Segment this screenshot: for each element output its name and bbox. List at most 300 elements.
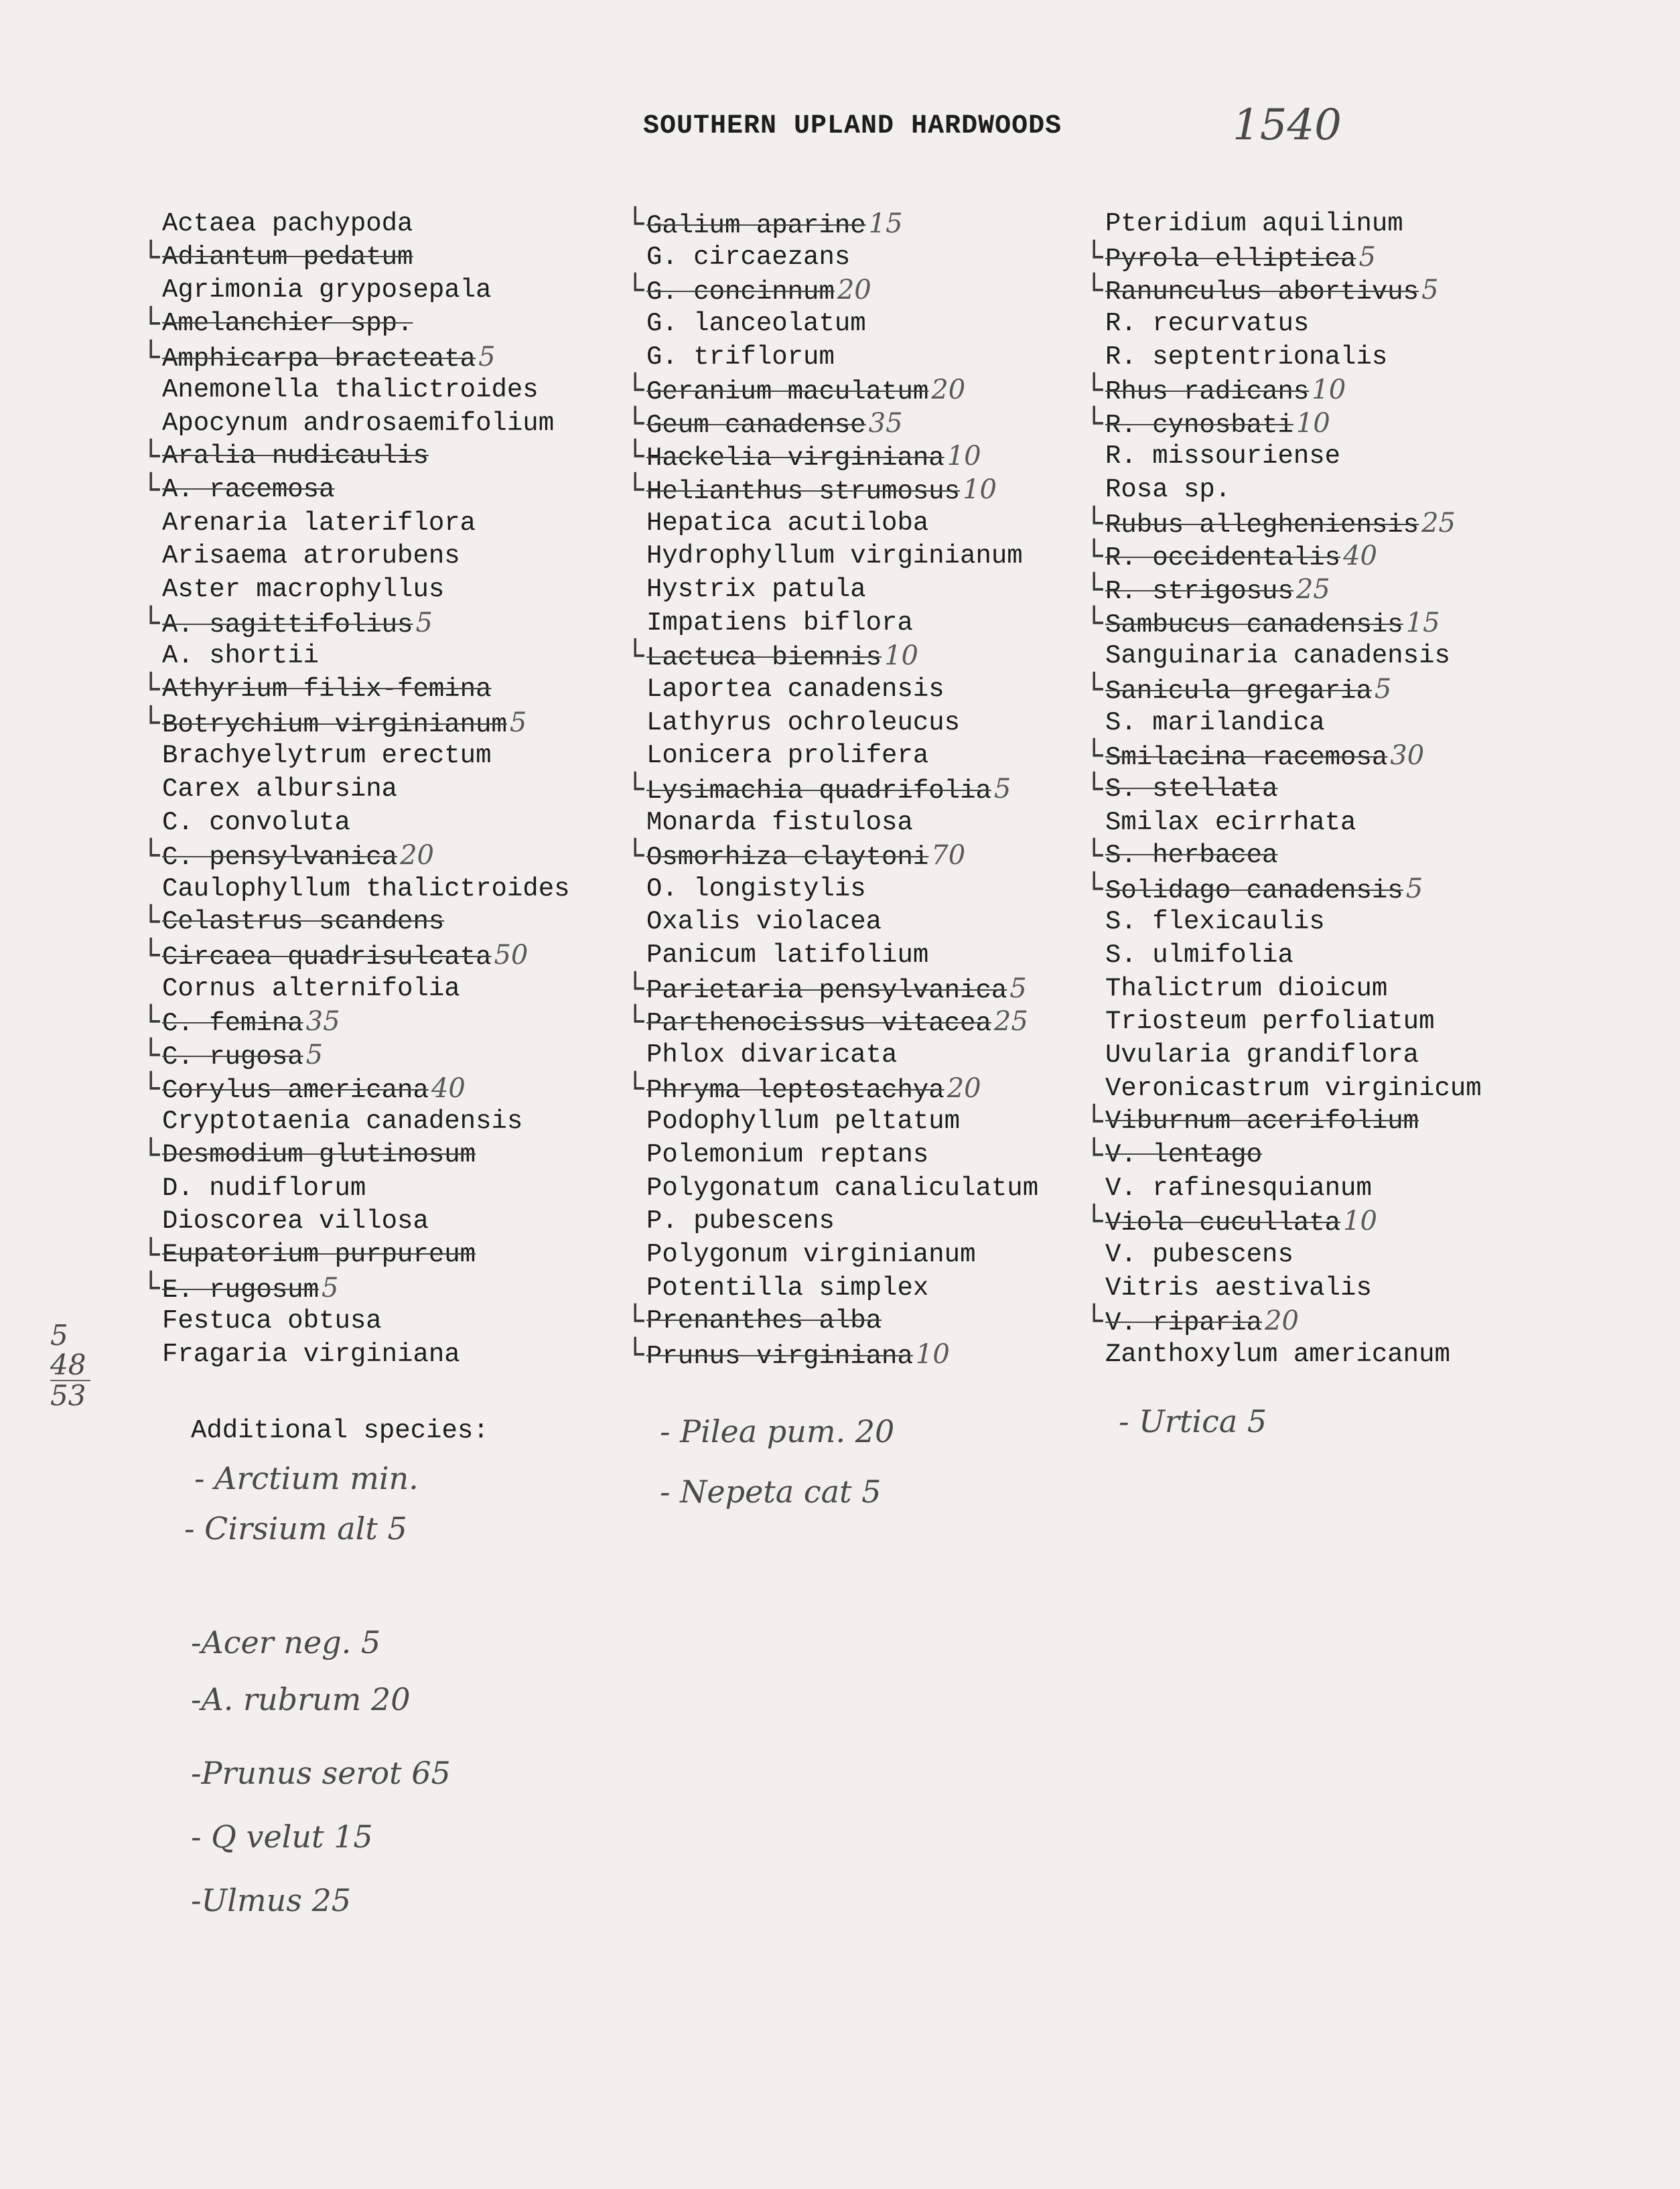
species-name: Caulophyllum thalictroides bbox=[162, 873, 570, 904]
species-name: P. pubescens bbox=[646, 1206, 835, 1237]
handwritten-cover-value: 5 bbox=[1374, 673, 1392, 705]
species-row bbox=[1105, 440, 1482, 474]
check-mark-icon: └ bbox=[1085, 1137, 1103, 1172]
species-name: Brachyelytrum erectum bbox=[162, 741, 492, 771]
check-mark-icon: └ bbox=[626, 406, 644, 441]
handwritten-species: -Acer neg. 5 bbox=[191, 1624, 381, 1661]
handwritten-species: - Pilea pum. 20 bbox=[660, 1413, 895, 1450]
species-row bbox=[1105, 1005, 1482, 1039]
species-row bbox=[1085, 1304, 1482, 1339]
species-row bbox=[1105, 1338, 1482, 1372]
species-row bbox=[1085, 1204, 1482, 1239]
handwritten-species: - Urtica 5 bbox=[1119, 1403, 1267, 1439]
handwritten-cover-value: 5 bbox=[1405, 873, 1423, 904]
species-row bbox=[646, 873, 1038, 906]
species-row bbox=[142, 1071, 570, 1106]
species-name: Pteridium aquilinum bbox=[1105, 209, 1403, 238]
check-mark-icon: └ bbox=[1085, 373, 1103, 408]
check-mark-icon: └ bbox=[1085, 1204, 1103, 1239]
species-name: S. flexicaulis bbox=[1105, 907, 1325, 937]
species-name: V. pubescens bbox=[1105, 1239, 1293, 1269]
species-row bbox=[626, 839, 1038, 873]
handwritten-species: - Arctium min. bbox=[194, 1460, 419, 1496]
species-name: S. ulmifolia bbox=[1105, 940, 1293, 971]
species-name: R. missouriense bbox=[1105, 441, 1341, 472]
check-mark-icon: └ bbox=[1085, 739, 1103, 774]
check-mark-icon: └ bbox=[626, 273, 644, 308]
species-row bbox=[626, 1005, 1038, 1040]
species-row bbox=[1105, 1072, 1482, 1106]
check-mark-icon: └ bbox=[142, 340, 160, 374]
handwritten-cover-value: 70 bbox=[931, 840, 966, 871]
species-row bbox=[646, 341, 1038, 374]
species-name: Rhus radicans bbox=[1105, 377, 1310, 407]
species-row bbox=[162, 640, 570, 673]
species-name: S. marilandica bbox=[1105, 707, 1325, 737]
species-name: Eupatorium purpureum bbox=[162, 1239, 476, 1269]
species-row bbox=[1105, 208, 1482, 241]
check-mark-icon: └ bbox=[142, 1237, 160, 1272]
check-mark-icon: └ bbox=[1085, 1105, 1103, 1139]
species-name: R. cynosbati bbox=[1105, 410, 1293, 440]
species-name: Carex albursina bbox=[162, 774, 398, 804]
handwritten-cover-value: 5 bbox=[1421, 275, 1439, 306]
check-mark-icon: └ bbox=[142, 439, 160, 474]
check-mark-icon: └ bbox=[142, 672, 160, 707]
handwritten-cover-value: 20 bbox=[931, 374, 966, 406]
check-mark-icon: └ bbox=[626, 639, 644, 674]
species-name: Dioscorea villosa bbox=[162, 1206, 429, 1237]
species-row bbox=[1085, 373, 1482, 408]
species-name: A. sagittifolius bbox=[162, 610, 413, 640]
species-row bbox=[626, 373, 1038, 408]
handwritten-cover-value: 5 bbox=[478, 341, 496, 372]
species-row bbox=[646, 573, 1038, 607]
handwritten-cover-value: 5 bbox=[1358, 241, 1376, 273]
species-name: Polygonatum canaliculatum bbox=[646, 1173, 1039, 1203]
species-name: O. longistylis bbox=[646, 873, 866, 904]
species-name: G. lanceolatum bbox=[646, 308, 866, 338]
species-row bbox=[646, 540, 1038, 573]
species-name: E. rugosum bbox=[162, 1275, 320, 1305]
species-name: Phlox divaricata bbox=[646, 1040, 898, 1070]
species-name: Potentilla simplex bbox=[646, 1273, 929, 1303]
species-row bbox=[646, 707, 1038, 740]
species-row bbox=[1085, 1137, 1482, 1172]
handwritten-cover-value: 10 bbox=[1312, 374, 1346, 406]
check-mark-icon: └ bbox=[1085, 506, 1103, 541]
check-mark-icon: └ bbox=[142, 1071, 160, 1106]
species-row bbox=[162, 1105, 570, 1139]
species-row bbox=[1085, 739, 1482, 774]
handwritten-species: - Cirsium alt 5 bbox=[184, 1510, 407, 1547]
species-name: Circaea quadrisulcata bbox=[162, 942, 492, 973]
species-row bbox=[142, 672, 570, 707]
species-row bbox=[142, 240, 570, 275]
handwritten-cover-value: 20 bbox=[837, 275, 871, 306]
species-row bbox=[162, 773, 570, 806]
check-mark-icon: └ bbox=[626, 1071, 644, 1106]
species-name: Galium aparine bbox=[646, 211, 866, 240]
species-row bbox=[1105, 939, 1482, 973]
species-row bbox=[1105, 1272, 1482, 1305]
species-name: V. riparia bbox=[1105, 1308, 1263, 1338]
species-name: S. stellata bbox=[1105, 774, 1278, 804]
additional-species-label: Additional species: bbox=[191, 1416, 489, 1445]
handwritten-cover-value: 5 bbox=[322, 1272, 339, 1303]
species-row bbox=[162, 873, 570, 906]
species-name: Osmorhiza claytoni bbox=[646, 843, 929, 873]
check-mark-icon: └ bbox=[1085, 871, 1103, 906]
handwritten-cover-value: 25 bbox=[993, 1006, 1028, 1038]
species-row bbox=[142, 1271, 570, 1305]
species-name: Actaea pachypoda bbox=[162, 209, 413, 238]
species-row bbox=[142, 1237, 570, 1272]
handwritten-cover-value: 5 bbox=[509, 707, 527, 738]
species-row bbox=[646, 241, 1038, 275]
handwritten-cover-value: 20 bbox=[1265, 1305, 1299, 1337]
species-name: Aralia nudicaulis bbox=[162, 441, 429, 472]
species-name: Polemonium reptans bbox=[646, 1139, 929, 1170]
species-name: Impatiens biflora bbox=[646, 608, 913, 638]
tally-value: 5 bbox=[50, 1319, 68, 1352]
check-mark-icon: └ bbox=[1085, 839, 1103, 873]
species-name: Parthenocissus vitacea bbox=[646, 1009, 991, 1039]
handwritten-species: -A. rubrum 20 bbox=[191, 1681, 411, 1717]
species-name: Ranunculus abortivus bbox=[1105, 277, 1419, 307]
species-name: Adiantum pedatum bbox=[162, 242, 413, 272]
species-name: Lysimachia quadrifolia bbox=[646, 776, 991, 806]
page-number: 1540 bbox=[1233, 100, 1342, 150]
species-row bbox=[646, 806, 1038, 840]
species-row bbox=[1085, 406, 1482, 441]
species-row bbox=[162, 540, 570, 573]
species-row bbox=[646, 939, 1038, 973]
species-row bbox=[1085, 506, 1482, 541]
handwritten-cover-value: 10 bbox=[884, 640, 918, 672]
species-name: Geranium maculatum bbox=[646, 377, 929, 407]
species-name: Hepatica acutiloba bbox=[646, 508, 929, 538]
species-name: Cornus alternifolia bbox=[162, 973, 460, 1003]
species-name: Phryma leptostachya bbox=[646, 1075, 944, 1105]
check-mark-icon: └ bbox=[142, 1038, 160, 1073]
species-column-3 bbox=[1085, 208, 1482, 1371]
species-row bbox=[1085, 1105, 1482, 1139]
species-row bbox=[626, 207, 1038, 241]
species-row bbox=[142, 1005, 570, 1040]
species-row bbox=[626, 1304, 1038, 1339]
species-row bbox=[646, 1105, 1038, 1139]
species-name: Geum canadense bbox=[646, 410, 866, 440]
species-name: Lathyrus ochroleucus bbox=[646, 707, 961, 737]
species-row bbox=[646, 906, 1038, 939]
species-row bbox=[626, 971, 1038, 1006]
handwritten-cover-value: 35 bbox=[305, 1006, 340, 1038]
species-row bbox=[646, 1039, 1038, 1072]
species-name: Rubus allegheniensis bbox=[1105, 510, 1419, 540]
species-row bbox=[162, 274, 570, 307]
species-row bbox=[626, 273, 1038, 308]
handwritten-tally bbox=[50, 1321, 104, 1411]
species-row bbox=[1085, 871, 1482, 906]
species-name: Lactuca biennis bbox=[646, 643, 882, 673]
species-name: Pyrola elliptica bbox=[1105, 244, 1356, 274]
species-row bbox=[1085, 772, 1482, 806]
handwritten-cover-value: 10 bbox=[963, 474, 997, 506]
species-name: Viburnum acerifolium bbox=[1105, 1107, 1419, 1137]
species-name: G. triflorum bbox=[646, 342, 835, 372]
species-row bbox=[142, 938, 570, 973]
handwritten-cover-value: 20 bbox=[400, 840, 434, 871]
species-row bbox=[142, 306, 570, 341]
species-row bbox=[162, 1172, 570, 1206]
handwritten-cover-value: 10 bbox=[1343, 1206, 1377, 1237]
handwritten-species: - Q velut 15 bbox=[191, 1819, 373, 1855]
species-name: C. rugosa bbox=[162, 1042, 303, 1072]
species-row bbox=[162, 374, 570, 407]
species-name: C. convoluta bbox=[162, 807, 350, 837]
species-name: C. femina bbox=[162, 1009, 303, 1039]
check-mark-icon: └ bbox=[626, 772, 644, 806]
check-mark-icon: └ bbox=[626, 1304, 644, 1339]
species-row bbox=[1085, 573, 1482, 608]
species-row bbox=[1105, 307, 1482, 341]
species-name: Festuca obtusa bbox=[162, 1306, 382, 1336]
species-row bbox=[1105, 640, 1482, 673]
species-row bbox=[142, 905, 570, 940]
species-row bbox=[626, 406, 1038, 441]
species-row bbox=[1085, 273, 1482, 308]
handwritten-cover-value: 30 bbox=[1390, 740, 1425, 772]
species-row bbox=[646, 739, 1038, 773]
handwritten-cover-value: 15 bbox=[1405, 607, 1440, 638]
species-name: Athyrium filix-femina bbox=[162, 674, 492, 704]
species-row bbox=[626, 1337, 1038, 1372]
check-mark-icon: └ bbox=[626, 971, 644, 1006]
species-row bbox=[1105, 906, 1482, 939]
species-name: Fragaria virginiana bbox=[162, 1339, 460, 1369]
species-column-2 bbox=[626, 207, 1039, 1372]
species-row bbox=[1105, 1239, 1482, 1272]
species-row bbox=[142, 606, 570, 640]
check-mark-icon: └ bbox=[1085, 273, 1103, 308]
species-name: Agrimonia gryposepala bbox=[162, 275, 492, 305]
check-mark-icon: └ bbox=[142, 905, 160, 940]
check-mark-icon: └ bbox=[626, 1005, 644, 1040]
tally-value: 48 bbox=[50, 1350, 90, 1381]
species-name: Panicum latifolium bbox=[646, 940, 929, 971]
check-mark-icon: └ bbox=[142, 839, 160, 873]
species-name: V. rafinesquianum bbox=[1105, 1173, 1372, 1203]
species-row bbox=[1105, 474, 1482, 507]
species-row bbox=[1105, 973, 1482, 1006]
species-name: Vitris aestivalis bbox=[1105, 1273, 1372, 1303]
species-name: D. nudiflorum bbox=[162, 1173, 366, 1203]
species-row bbox=[646, 1139, 1038, 1172]
species-row bbox=[1085, 606, 1482, 640]
page-title: SOUTHERN UPLAND HARDWOODS bbox=[643, 111, 1062, 141]
check-mark-icon: └ bbox=[1085, 672, 1103, 707]
species-name: Sanguinaria canadensis bbox=[1105, 641, 1450, 671]
species-name: S. herbacea bbox=[1105, 841, 1278, 871]
species-name: Laportea canadensis bbox=[646, 674, 944, 704]
species-row bbox=[626, 473, 1038, 508]
handwritten-cover-value: 10 bbox=[947, 441, 981, 472]
species-name: G. concinnum bbox=[646, 277, 835, 307]
check-mark-icon: └ bbox=[1085, 772, 1103, 806]
handwritten-cover-value: 5 bbox=[993, 773, 1011, 804]
check-mark-icon: └ bbox=[626, 1337, 644, 1372]
handwritten-cover-value: 15 bbox=[868, 208, 903, 239]
species-row bbox=[1085, 539, 1482, 574]
species-name: Hydrophyllum virginianum bbox=[646, 541, 1023, 571]
species-row bbox=[1105, 1172, 1482, 1206]
species-name: Podophyllum peltatum bbox=[646, 1107, 961, 1137]
check-mark-icon: └ bbox=[142, 938, 160, 973]
handwritten-cover-value: 5 bbox=[415, 607, 433, 638]
species-row bbox=[626, 439, 1038, 474]
species-row bbox=[1105, 806, 1482, 840]
handwritten-cover-value: 40 bbox=[1343, 541, 1377, 572]
check-mark-icon: └ bbox=[1085, 573, 1103, 608]
handwritten-species: -Prunus serot 65 bbox=[191, 1755, 451, 1791]
species-row bbox=[162, 739, 570, 773]
species-name: Sambucus canadensis bbox=[1105, 610, 1403, 640]
species-row bbox=[162, 573, 570, 607]
check-mark-icon: └ bbox=[626, 839, 644, 873]
species-column-1 bbox=[142, 208, 570, 1371]
species-name: Corylus americana bbox=[162, 1075, 429, 1105]
species-name: Amelanchier spp. bbox=[162, 308, 413, 338]
handwritten-cover-value: 25 bbox=[1296, 574, 1330, 606]
species-row bbox=[1105, 341, 1482, 374]
check-mark-icon: └ bbox=[142, 306, 160, 341]
species-name: Zanthoxylum americanum bbox=[1105, 1339, 1450, 1369]
species-name: Aster macrophyllus bbox=[162, 575, 445, 605]
species-row bbox=[162, 1305, 570, 1338]
check-mark-icon: └ bbox=[626, 439, 644, 474]
handwritten-cover-value: 5 bbox=[305, 1040, 324, 1071]
species-name: Helianthus strumosus bbox=[646, 477, 961, 507]
species-row bbox=[1105, 707, 1482, 740]
species-name: Thalictrum dioicum bbox=[1105, 973, 1388, 1003]
check-mark-icon: └ bbox=[142, 1005, 160, 1040]
species-name: Arisaema atrorubens bbox=[162, 541, 460, 571]
species-name: C. pensylvanica bbox=[162, 843, 398, 873]
species-name: Prunus virginiana bbox=[646, 1341, 913, 1371]
species-row bbox=[142, 439, 570, 474]
check-mark-icon: └ bbox=[1085, 240, 1103, 275]
species-row bbox=[142, 340, 570, 374]
tally-value: 53 bbox=[50, 1379, 86, 1412]
species-row bbox=[626, 639, 1038, 674]
species-name: A. shortii bbox=[162, 641, 320, 671]
species-name: Oxalis violacea bbox=[646, 907, 882, 937]
handwritten-cover-value: 40 bbox=[431, 1072, 466, 1104]
species-row bbox=[142, 839, 570, 873]
species-name: R. strigosus bbox=[1105, 577, 1293, 607]
species-name: Desmodium glutinosum bbox=[162, 1139, 476, 1170]
species-name: Smilax ecirrhata bbox=[1105, 807, 1356, 837]
species-name: Parietaria pensylvanica bbox=[646, 975, 1007, 1005]
species-name: Botrychium virginianum bbox=[162, 709, 507, 739]
species-name: R. occidentalis bbox=[1105, 543, 1341, 573]
species-name: V. lentago bbox=[1105, 1139, 1263, 1170]
handwritten-cover-value: 35 bbox=[868, 407, 903, 439]
species-row bbox=[646, 1272, 1038, 1305]
species-name: Sanicula gregaria bbox=[1105, 676, 1372, 706]
species-row bbox=[162, 973, 570, 1006]
species-row bbox=[646, 673, 1038, 707]
check-mark-icon: └ bbox=[142, 705, 160, 740]
handwritten-cover-value: 5 bbox=[1009, 973, 1027, 1004]
check-mark-icon: └ bbox=[142, 606, 160, 640]
species-row bbox=[646, 307, 1038, 341]
species-name: Smilacina racemosa bbox=[1105, 743, 1388, 773]
species-name: R. recurvatus bbox=[1105, 308, 1310, 338]
species-row bbox=[1085, 240, 1482, 275]
species-name: Anemonella thalictroides bbox=[162, 375, 539, 405]
species-name: Uvularia grandiflora bbox=[1105, 1040, 1419, 1070]
species-row bbox=[646, 1239, 1038, 1272]
species-name: Triosteum perfoliatum bbox=[1105, 1007, 1435, 1037]
species-row bbox=[142, 705, 570, 740]
species-name: Hackelia virginiana bbox=[646, 443, 944, 474]
species-row bbox=[646, 507, 1038, 541]
check-mark-icon: └ bbox=[1085, 1304, 1103, 1339]
species-row bbox=[646, 607, 1038, 640]
check-mark-icon: └ bbox=[142, 240, 160, 275]
handwritten-cover-value: 50 bbox=[494, 940, 529, 971]
handwritten-cover-value: 10 bbox=[1296, 407, 1330, 439]
handwritten-cover-value: 10 bbox=[915, 1338, 950, 1370]
species-row bbox=[162, 407, 570, 441]
species-row bbox=[1085, 672, 1482, 707]
species-name: Cryptotaenia canadensis bbox=[162, 1107, 523, 1137]
check-mark-icon: └ bbox=[626, 373, 644, 408]
species-name: Monarda fistulosa bbox=[646, 807, 913, 837]
species-name: Celastrus scandens bbox=[162, 907, 445, 937]
species-row bbox=[142, 1137, 570, 1172]
check-mark-icon: └ bbox=[142, 1137, 160, 1172]
check-mark-icon: └ bbox=[142, 1271, 160, 1305]
species-name: R. septentrionalis bbox=[1105, 342, 1388, 372]
handwritten-cover-value: 25 bbox=[1421, 507, 1456, 539]
species-name: Arenaria lateriflora bbox=[162, 508, 476, 538]
handwritten-species: - Nepeta cat 5 bbox=[660, 1474, 882, 1510]
species-name: Rosa sp. bbox=[1105, 475, 1231, 505]
handwritten-cover-value: 20 bbox=[947, 1072, 981, 1104]
species-row bbox=[162, 1205, 570, 1239]
species-row bbox=[626, 772, 1038, 806]
handwritten-species: -Ulmus 25 bbox=[191, 1882, 352, 1918]
species-row bbox=[162, 806, 570, 840]
check-mark-icon: └ bbox=[626, 207, 644, 241]
species-row bbox=[646, 1205, 1038, 1239]
check-mark-icon: └ bbox=[626, 473, 644, 508]
species-row bbox=[142, 1038, 570, 1073]
species-name: A. racemosa bbox=[162, 475, 335, 505]
species-name: Viola cucullata bbox=[1105, 1208, 1341, 1239]
species-name: Veronicastrum virginicum bbox=[1105, 1073, 1482, 1103]
species-name: G. circaezans bbox=[646, 242, 851, 272]
species-row bbox=[162, 507, 570, 541]
species-name: Prenanthes alba bbox=[646, 1306, 882, 1336]
species-name: Polygonum virginianum bbox=[646, 1239, 976, 1269]
species-row bbox=[1105, 1039, 1482, 1072]
species-row bbox=[646, 1172, 1038, 1206]
check-mark-icon: └ bbox=[1085, 406, 1103, 441]
